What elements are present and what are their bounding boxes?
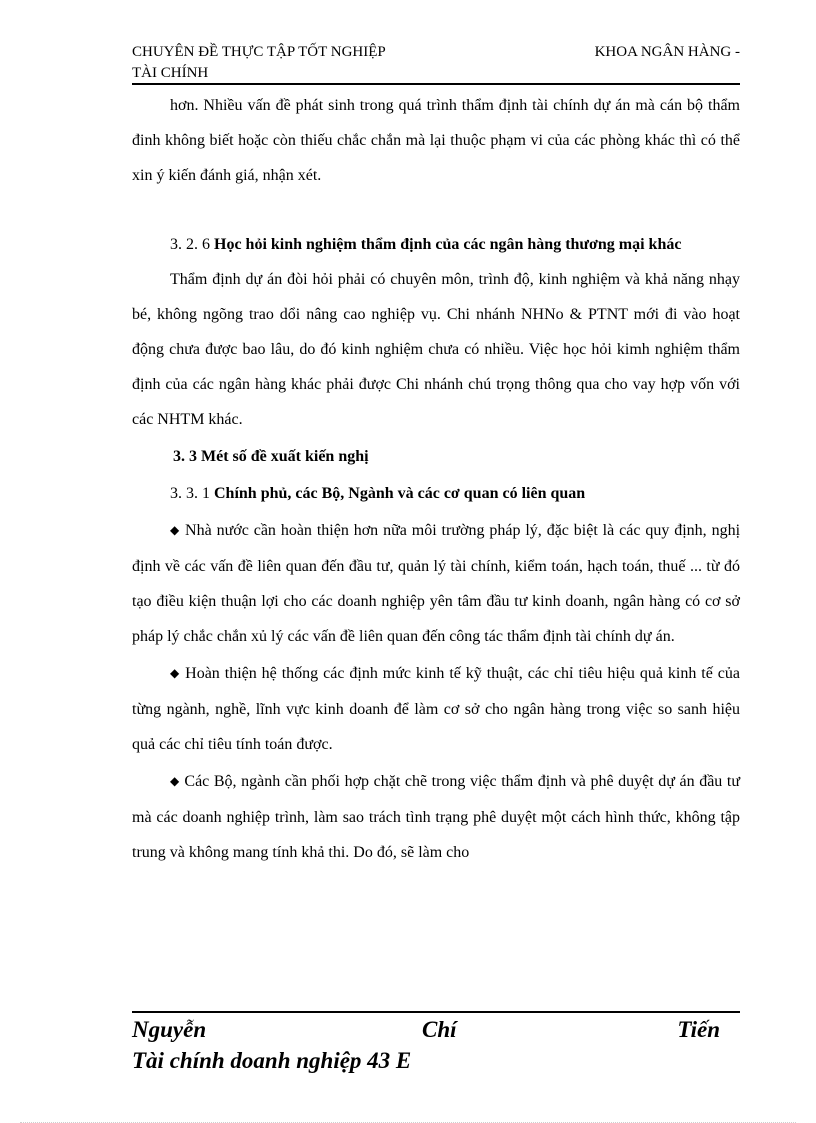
section-3-2-6-heading xyxy=(132,227,740,262)
bullet-text: Nhà nước cần hoàn thiện hơn nữa môi trường pháp lý, đặc biệt là các quy định, nghị định về các vấn đề liên quan đến đầu tư, quản lý tài chính, kiểm toán, hạch toán, thuế ... từ đó tạo điều kiện thuận lợi cho các doanh nghiệp yên tâm đầu tư kinh doanh, ngân hàng có cơ sở pháp lý chắc chắn xủ lý các vấn đề liên quan đến công tác thẩm định tài chính dự án. xyxy=(132,522,741,645)
section-title: Học hỏi kinh nghiệm thẩm định của các ngân hàng thương mại khác xyxy=(214,236,682,253)
footer-divider xyxy=(132,1011,740,1013)
paragraph-experience: Thẩm định dự án đòi hỏi phải có chuyên môn, trình độ, kinh nghiệm và khả năng nhạy bé, không ngõng trao dổi nâng cao nghiệp vụ. Chi nhánh NHNo & PTNT mới đi vào hoạt động chưa được bao lâu, do đó kinh nghiệm chưa có nhiều. Việc học hỏi kimh nghiệm thẩm định của các ngân hàng khác phải được Chi nhánh chú trọng thông qua cho vay hợp vốn với các NHTM khác. xyxy=(132,271,740,428)
diamond-bullet-icon: ◆ xyxy=(170,774,180,788)
paragraph-continuation: hơn. Nhiều vấn đề phát sinh trong quá trình thẩm định tài chính dự án mà cán bộ thẩm đinh không biết hoặc còn thiếu chắc chắn mà lại thuộc phạm vi của các phòng khác thì có thể xin ý kiến đánh giá, nhận xét. xyxy=(132,97,740,184)
header-faculty-continued: TÀI CHÍNH xyxy=(132,65,209,81)
page-footer xyxy=(132,1014,720,1076)
bullet-item-economic-norms xyxy=(132,656,740,762)
header-divider xyxy=(132,83,740,85)
author-given-name: Tiến xyxy=(677,1017,720,1042)
bullet-text: Các Bộ, ngành cần phối hợp chặt chẽ trong việc thẩm định và phê duyệt dự án đầu tư mà các doanh nghiệp trình, làm sao trách tình trạng phê duyệt một cách hình thức, không tập trung và không mang tính khả thi. Do đó, sẽ làm cho xyxy=(132,773,740,861)
header-thesis-title: CHUYÊN ĐỀ THỰC TẬP TỐT NGHIỆP xyxy=(132,44,386,60)
author-surname: Nguyễn xyxy=(132,1017,207,1042)
section-title: Chính phủ, các Bộ, Ngành và các cơ quan có liên quan xyxy=(214,485,586,502)
diamond-bullet-icon: ◆ xyxy=(170,523,181,537)
page-body xyxy=(132,88,740,870)
section-3-3-1-heading xyxy=(132,476,740,511)
section-3-3-heading xyxy=(132,439,740,474)
header-faculty: KHOA NGÂN HÀNG - xyxy=(594,44,740,60)
diamond-bullet-icon: ◆ xyxy=(170,666,181,680)
section-title: 3. 3 Mét số đề xuất kiến nghị xyxy=(173,448,369,465)
bullet-item-ministry-coordination xyxy=(132,764,740,870)
author-middle-name: Chí xyxy=(422,1017,457,1042)
author-class: Tài chính doanh nghiệp 43 E xyxy=(132,1048,412,1073)
bullet-item-legal-framework xyxy=(132,513,740,654)
section-number: 3. 2. 6 xyxy=(170,236,214,253)
bullet-text: Hoàn thiện hệ thống các định mức kinh tế kỹ thuật, các chỉ tiêu hiệu quả kinh tế của từng ngành, nghề, lĩnh vực kinh doanh để làm cơ sở cho ngân hàng trong việc so sanh hiệu quả các chỉ tiêu tính toán được. xyxy=(132,665,741,753)
section-number: 3. 3. 1 xyxy=(170,485,214,502)
